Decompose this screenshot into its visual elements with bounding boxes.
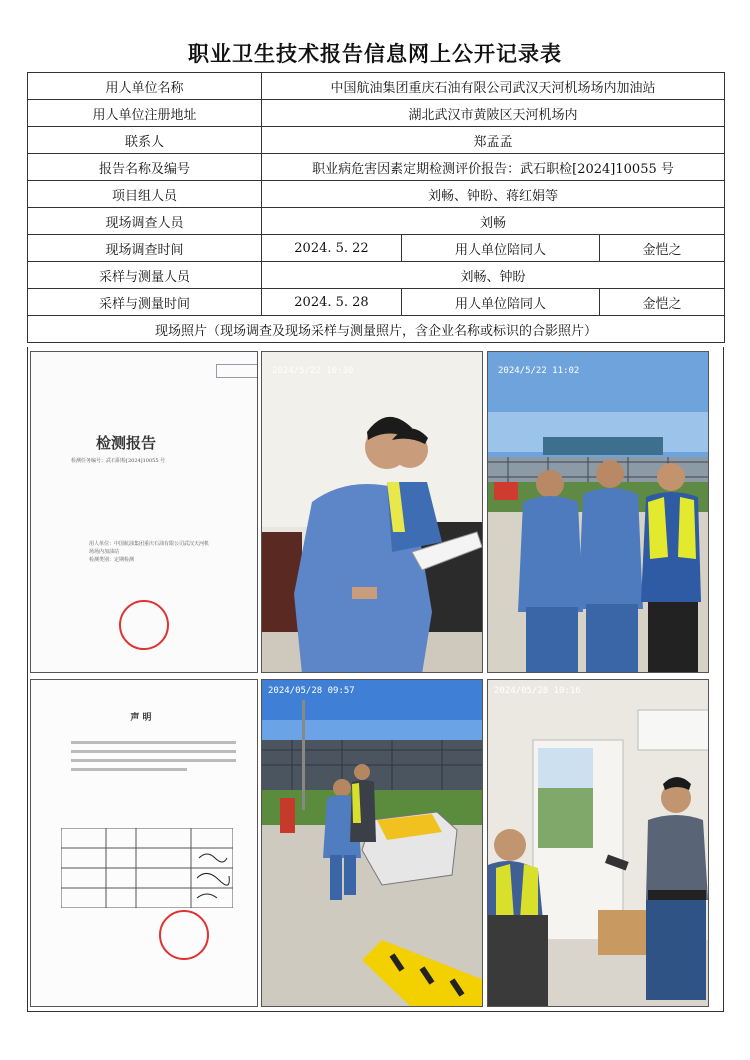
sampling-photo-1-image bbox=[262, 680, 483, 1007]
value-team: 刘畅、钟盼、蒋红娟等 bbox=[262, 181, 725, 208]
row-sampling-staff bbox=[28, 262, 725, 289]
declaration-photo bbox=[30, 679, 258, 1007]
label-sampling-staff: 采样与测量人员 bbox=[28, 262, 262, 289]
photos-caption: 现场照片（现场调查及现场采样与测量照片，含企业名称或标识的合影照片） bbox=[28, 316, 725, 343]
site-survey-photo-2 bbox=[487, 351, 709, 673]
timestamp: 2024/5/22 11:02 bbox=[498, 366, 580, 376]
label-report: 报告名称及编号 bbox=[28, 154, 262, 181]
report-cover-heading: 检测报告 bbox=[95, 434, 156, 452]
sampling-photo-2 bbox=[487, 679, 709, 1007]
label-team: 项目组人员 bbox=[28, 181, 262, 208]
declaration-heading: 声 明 bbox=[130, 713, 152, 723]
report-cover-photo bbox=[30, 351, 258, 673]
signature-table bbox=[61, 828, 233, 908]
red-seal-stamp bbox=[159, 910, 209, 960]
label-survey-accomp: 用人单位陪同人 bbox=[402, 235, 600, 262]
red-seal-stamp bbox=[119, 600, 169, 650]
report-cover-type: 检测类别：定期检测 bbox=[89, 557, 135, 563]
row-photos-caption bbox=[28, 316, 725, 343]
report-cover-task-no: 检测任务编号：武石职检[2024]10055 号 bbox=[71, 458, 166, 464]
row-unit-name bbox=[28, 73, 725, 100]
site-survey-photo-2-image bbox=[488, 352, 709, 673]
row-report bbox=[28, 154, 725, 181]
label-survey-staff: 现场调查人员 bbox=[28, 208, 262, 235]
report-cover-unit-text: 用人单位：中国航油集团重庆石油有限公司武汉天河机场场内加油站 bbox=[89, 541, 210, 555]
label-address: 用人单位注册地址 bbox=[28, 100, 262, 127]
value-sampling-accomp: 金恺之 bbox=[600, 289, 725, 316]
page-title: 职业卫生技术报告信息网上公开记录表 bbox=[188, 41, 562, 66]
timestamp: 2024/05/28 10:16 bbox=[494, 686, 581, 696]
sampling-photo-2-image bbox=[488, 680, 709, 1007]
value-contact: 郑孟孟 bbox=[262, 127, 725, 154]
timestamp: 2024/05/28 09:57 bbox=[268, 686, 355, 696]
label-sampling-time: 采样与测量时间 bbox=[28, 289, 262, 316]
photo-area bbox=[27, 347, 724, 1012]
value-report: 职业病危害因素定期检测评价报告：武石职检[2024]10055 号 bbox=[262, 154, 725, 181]
record-table bbox=[27, 72, 725, 343]
value-sampling-staff: 刘畅、钟盼 bbox=[262, 262, 725, 289]
row-team bbox=[28, 181, 725, 208]
sampling-photo-1 bbox=[261, 679, 483, 1007]
site-survey-photo-1 bbox=[261, 351, 483, 673]
site-survey-photo-1-image bbox=[262, 352, 483, 673]
label-sampling-accomp: 用人单位陪同人 bbox=[402, 289, 600, 316]
value-survey-staff: 刘畅 bbox=[262, 208, 725, 235]
timestamp: 2024/5/22 10:30 bbox=[272, 366, 354, 376]
label-sticker bbox=[216, 364, 258, 378]
label-survey-time: 现场调查时间 bbox=[28, 235, 262, 262]
row-contact bbox=[28, 127, 725, 154]
row-survey-time bbox=[28, 235, 725, 262]
row-address bbox=[28, 100, 725, 127]
value-sampling-time: 2024. 5. 28 bbox=[262, 289, 402, 316]
report-cover-unit bbox=[89, 540, 209, 564]
label-contact: 联系人 bbox=[28, 127, 262, 154]
value-survey-accomp: 金恺之 bbox=[600, 235, 725, 262]
label-unit-name: 用人单位名称 bbox=[28, 73, 262, 100]
value-survey-time: 2024. 5. 22 bbox=[262, 235, 402, 262]
value-unit-name: 中国航油集团重庆石油有限公司武汉天河机场场内加油站 bbox=[262, 73, 725, 100]
declaration-text-block bbox=[71, 735, 236, 777]
row-survey-staff bbox=[28, 208, 725, 235]
row-sampling-time bbox=[28, 289, 725, 316]
value-address: 湖北武汉市黄陂区天河机场内 bbox=[262, 100, 725, 127]
